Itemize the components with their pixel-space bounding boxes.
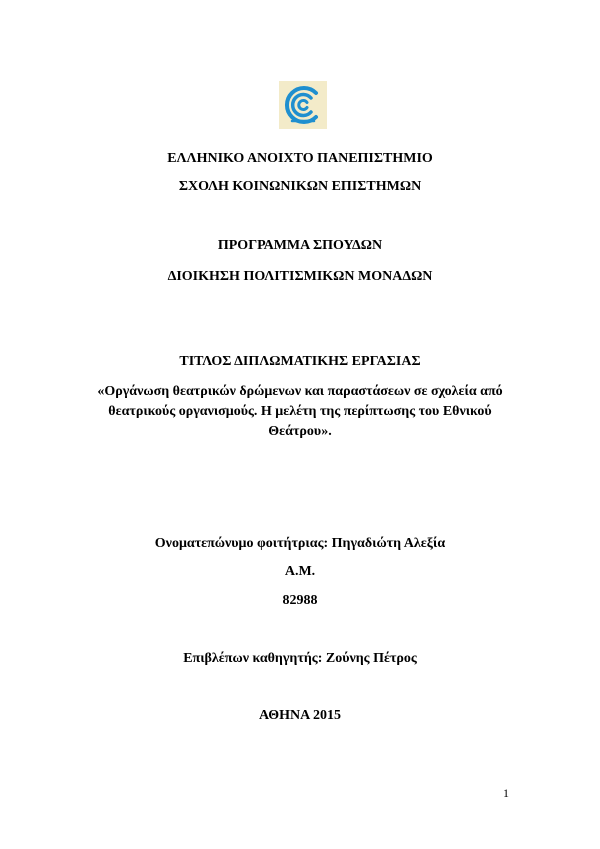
page-number: 1 bbox=[503, 786, 509, 800]
school-name: ΣΧΟΛΗ ΚΟΙΝΩΝΙΚΩΝ ΕΠΙΣΤΗΜΩΝ bbox=[178, 179, 422, 194]
student-name: Ονοματεπώνυμο φοιτήτριας: Πηγαδιώτη Αλεξία bbox=[154, 536, 446, 551]
program-label: ΠΡΟΓΡΑΜΜΑ ΣΠΟΥΔΩΝ bbox=[217, 238, 383, 253]
student-id-value: 82988 bbox=[282, 593, 318, 608]
student-id-label: Α.Μ. bbox=[284, 564, 316, 579]
university-name: ΕΛΛΗΝΙΚΟ ΑΝΟΙΧΤΟ ΠΑΝΕΠΙΣΤΗΜΙΟ bbox=[167, 151, 433, 166]
program-name: ΔΙΟΙΚΗΣΗ ΠΟΛΙΤΙΣΜΙΚΩΝ ΜΟΝΑΔΩΝ bbox=[167, 269, 433, 284]
place-date: ΑΘΗΝΑ 2015 bbox=[258, 708, 342, 723]
supervisor: Επιβλέπων καθηγητής: Ζούνης Πέτρος bbox=[183, 651, 417, 666]
thesis-title: «Οργάνωση θεατρικών δρώμενων και παραστάσεων σε σχολεία από θεατρικούς οργανισμούς. Η μελέτη της περίπτωσης του Εθνικού Θεάτρου». bbox=[97, 384, 503, 439]
thesis-heading: ΤΙΤΛΟΣ ΔΙΠΛΩΜΑΤΙΚΗΣ ΕΡΓΑΣΙΑΣ bbox=[179, 354, 421, 369]
hellenic-open-university-logo bbox=[279, 81, 327, 129]
